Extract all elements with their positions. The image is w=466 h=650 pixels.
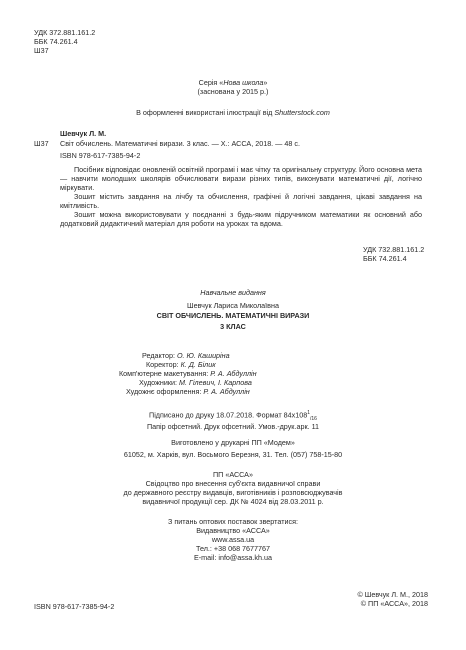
- printer-name: Виготовлено у друкарні ПП «Модем»: [171, 438, 295, 447]
- print-paper: Папір офсетний. Друк офсетний. Умов.-друк.арк. 11: [146, 422, 320, 432]
- top-codes: [34, 28, 95, 55]
- edition-type: Навчальне видання: [200, 288, 266, 297]
- publisher-cert-3: видавничої продукції сер. ДК № 4024 від 28.03.2011 р.: [142, 497, 324, 506]
- copyright-block: [357, 590, 428, 608]
- annotation-p2: Зошит містить завдання на лічбу та обчислення, графічні й логічні завдання, цікаві завдання на кмітливість.: [60, 192, 422, 210]
- credit-proofreader: Коректор: К. Д. Білик: [146, 360, 216, 369]
- credit-editor: Редактор: О. Ю. Каширіна: [142, 351, 230, 360]
- edition-title: СВІТ ОБЧИСЛЕНЬ. МАТЕМАТИЧНІ ВИРАЗИ: [156, 311, 310, 320]
- publisher-cert-2: до державного реєстру видавців, виготівників і розповсюджувачів: [123, 488, 343, 497]
- codes-right: [363, 245, 424, 263]
- annotation: [60, 165, 422, 228]
- printer-info: [0, 438, 466, 459]
- biblio-isbn: ISBN 978-617-7385-94-2: [60, 151, 141, 160]
- edition-block: [0, 288, 466, 331]
- bbk-code-right: ББК 74.261.4: [363, 254, 407, 263]
- credit-layout: Комп'ютерне макетування: Р. А. Абдуллін: [119, 369, 257, 378]
- contacts-website: www.assa.ua: [211, 535, 255, 544]
- series-founded: (заснована у 2015 р.): [197, 87, 269, 96]
- contacts-phone: Тел.: +38 068 7677767: [195, 544, 271, 553]
- series-name: Нова школа: [223, 78, 264, 87]
- illustrations-credit: В оформленні використані ілюстрації від Shutterstock.com: [136, 108, 330, 117]
- author-code: Ш37: [34, 46, 49, 55]
- contacts-intro: З питань оптових поставок звертатися:: [168, 517, 298, 526]
- annotation-p3: Зошит можна використовувати у поєднанні з будь-яким підручником математики як основний або додатковий дидактичний матеріал для роботи на уроках та вдома.: [60, 210, 422, 228]
- contacts-publisher: Видавництво «АССА»: [196, 526, 270, 535]
- annotation-p1: Посібник відповідає оновленій освітній програмі і має чітку та оригінальну структуру. Його основна мета — навчити молодших школярів обчислювати вирази різних типів, виконувати математичні дії, логічно міркувати.: [60, 165, 422, 192]
- contacts: [0, 517, 466, 562]
- publisher-cert-1: Свідоцтво про внесення суб'єкта видавничої справи: [145, 479, 321, 488]
- publisher-name: ПП «АССА»: [213, 470, 253, 479]
- illustrations-source: Shutterstock.com: [274, 108, 330, 117]
- print-signed: Підписано до друку 18.07.2018. Формат $84х108^1_{/16}$: [149, 410, 317, 422]
- contacts-email: E-mail: info@assa.kh.ua: [193, 553, 272, 562]
- udk-code: УДК 372.881.161.2: [34, 28, 96, 37]
- edition-grade: 3 КЛАС: [220, 322, 246, 331]
- publisher-info: [0, 470, 466, 506]
- credit-design: Художнє оформлення: Р. А. Абдуллін: [126, 387, 250, 396]
- udk-code-right: УДК 732.881.161.2: [363, 245, 425, 254]
- credit-artists: Художники: М. Гілевич, І. Карпова: [139, 378, 252, 387]
- bbk-code: ББК 74.261.4: [34, 37, 78, 46]
- author-full-name: Шевчук Лариса Миколаївна: [187, 301, 279, 310]
- copyright-author: © Шевчук Л. М., 2018: [357, 590, 428, 599]
- biblio-author: Шевчук Л. М.: [60, 129, 107, 138]
- series-block: [0, 78, 466, 96]
- printer-address: 61052, м. Харків, вул. Восьмого Березня, 31. Тел. (057) 758-15-80: [123, 450, 343, 459]
- copyright-publisher: © ПП «АССА», 2018: [360, 599, 428, 608]
- biblio-title: Світ обчислень. Математичні вирази. 3 клас. — Х.: АССА, 2018. — 48 с.: [60, 139, 300, 148]
- biblio-code: Ш37: [34, 139, 49, 148]
- print-info: [0, 410, 466, 431]
- credits: [119, 351, 257, 396]
- footer-isbn: ISBN 978-617-7385-94-2: [34, 602, 115, 611]
- series-line: Серія «Нова школа»: [198, 78, 268, 87]
